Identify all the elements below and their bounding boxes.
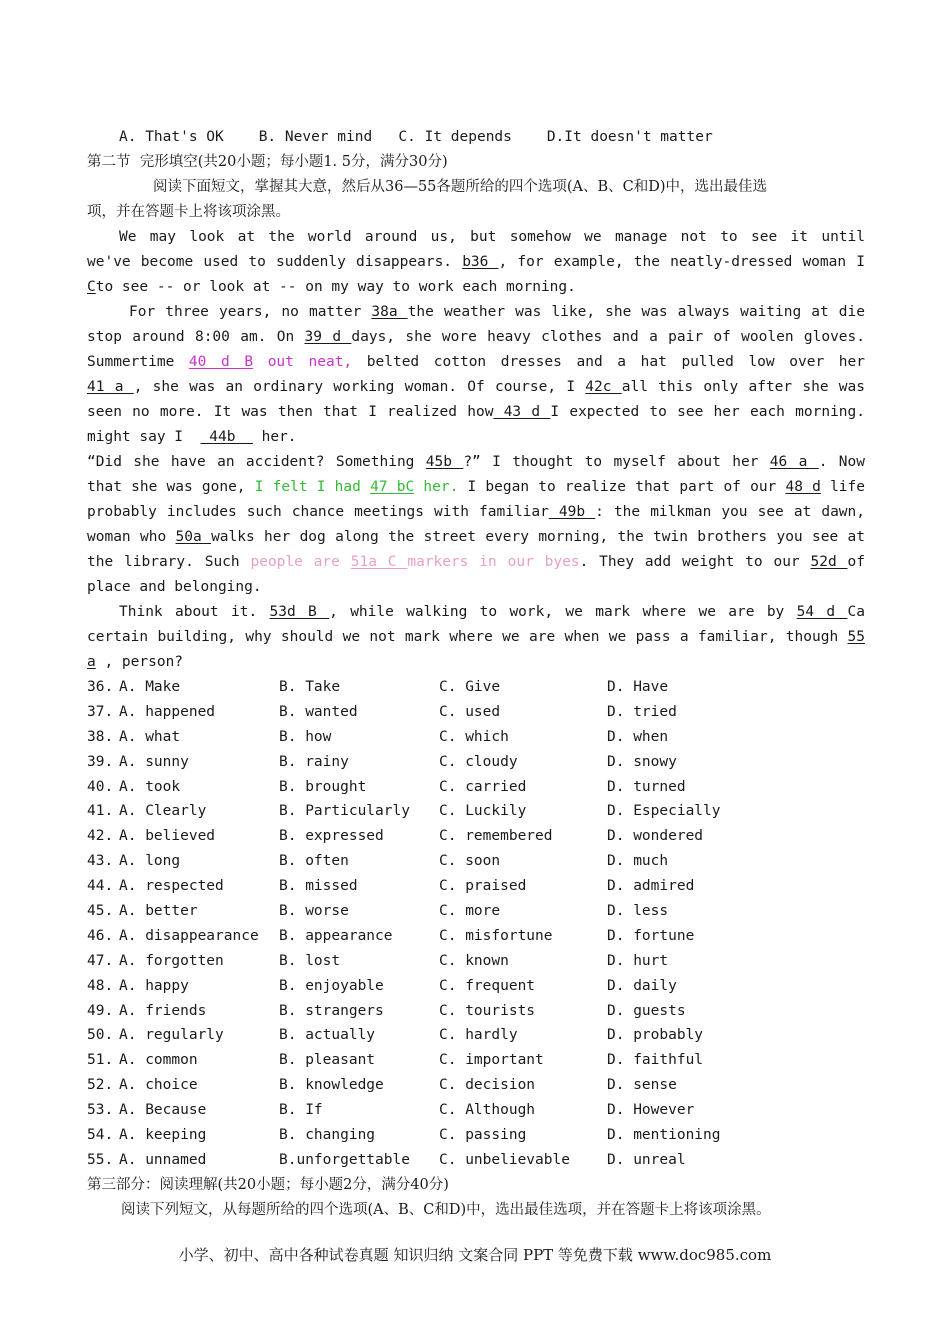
option-a: A. Clearly: [119, 803, 207, 820]
question-number: 38.: [87, 728, 114, 745]
passage-p3-line1: “Did she have an accident? Something 45b ?” I thought to myself about her 46 a . Now: [87, 454, 865, 470]
option-b: B. actually: [279, 1027, 376, 1044]
question-row: [87, 1148, 865, 1173]
option-b: B. knowledge: [279, 1077, 384, 1094]
option-b: B. Particularly: [279, 803, 410, 820]
question-row: [87, 949, 865, 974]
option-c: C. soon: [439, 853, 501, 870]
option-b: B. enjoyable: [279, 977, 384, 994]
option-a: A. common: [119, 1052, 198, 1069]
question-row: [87, 700, 865, 725]
question-number: 39.: [87, 753, 114, 770]
option-a: A. Because: [119, 1102, 207, 1119]
option-a: A. what: [119, 728, 181, 745]
option-d: D. much: [607, 853, 669, 870]
question-number: 37.: [87, 703, 114, 720]
option-c: C. unbelievable: [439, 1151, 570, 1168]
passage-p2-line3: Summertime 40 d B out neat, belted cotton dresses and a hat pulled low over her: [87, 354, 865, 370]
option-a: A. disappearance: [119, 927, 259, 944]
passage-p2-line4: 41 a , she was an ordinary working woman. Of course, I 42c all this only after she was: [87, 379, 865, 395]
question-row: [87, 1048, 865, 1073]
blank-41: 41 a: [87, 379, 134, 395]
passage-p2-line2: stop around 8:00 am. On 39 d days, she wore heavy clothes and a pair of woolen gloves.: [87, 329, 865, 345]
question-number: 50.: [87, 1027, 114, 1044]
option-b: B. missed: [279, 878, 358, 895]
option-d: D. sense: [607, 1077, 677, 1094]
option-c: C. known: [439, 952, 509, 969]
option-c: C. carried: [439, 778, 527, 795]
prev-option-c: C. It depends: [398, 129, 512, 145]
prev-option-b: B. Never mind: [258, 129, 373, 145]
passage-p4-line3: a , person?: [87, 654, 184, 670]
option-c: C. remembered: [439, 828, 553, 845]
passage-p3-line4: woman who 50a walks her dog along the street every morning, the twin brothers you see at: [87, 529, 865, 545]
option-c: C. used: [439, 703, 501, 720]
option-a: A. keeping: [119, 1127, 207, 1144]
passage-p2-line5: seen no more. It was then that I realized how 43 d I expected to see her each morning.: [87, 404, 865, 420]
option-a: A. believed: [119, 828, 216, 845]
option-c: C. more: [439, 903, 501, 920]
option-b: B. pleasant: [279, 1052, 376, 1069]
option-c: C. Luckily: [439, 803, 527, 820]
blank-45: 45b: [425, 454, 464, 470]
option-b: B. Take: [279, 679, 341, 695]
question-row: [87, 799, 865, 824]
blank-46: 46 a: [769, 454, 819, 470]
option-b: B. how: [279, 728, 332, 745]
option-b: B. brought: [279, 778, 367, 795]
prev-option-d: D.It doesn't matter: [546, 129, 713, 145]
prev-option-a: A. That's OK: [119, 129, 224, 145]
question-row: [87, 924, 865, 949]
option-b: B. strangers: [279, 1002, 384, 1019]
question-row: [87, 725, 865, 750]
option-c: C. frequent: [439, 977, 536, 994]
question-number: 53.: [87, 1102, 114, 1119]
question-number: 42.: [87, 828, 114, 845]
option-c: C. Although: [439, 1102, 536, 1119]
option-a: A. choice: [119, 1077, 198, 1094]
previous-options-row: [87, 125, 865, 150]
question-row: [87, 1098, 865, 1123]
blank-50: 50a: [175, 529, 212, 545]
question-row: [87, 1073, 865, 1098]
question-number: 36.: [87, 679, 114, 695]
blank-54: 54 d: [796, 604, 848, 620]
question-number: 40.: [87, 778, 114, 795]
question-number: 46.: [87, 927, 114, 944]
option-d: D. admired: [607, 878, 695, 895]
blank-48: 48 d: [785, 479, 821, 495]
passage-p1-line2: we've become used to suddenly disappears. b36 , for example, the neatly-dressed woman I: [87, 254, 865, 270]
question-row: [87, 675, 865, 700]
passage-p4-line2: certain building, why should we not mark where we are when we pass a familiar, though 55: [87, 629, 865, 645]
option-d: D. less: [607, 903, 669, 920]
option-c: C. cloudy: [439, 753, 518, 770]
blank-40: 40 d B: [188, 354, 254, 370]
question-number: 41.: [87, 803, 114, 820]
option-d: D. guests: [607, 1002, 686, 1019]
blank-39: 39 d: [304, 329, 352, 345]
passage-p3-line5: the library. Such people are 51a C markers in our byes. They add weight to our 52d of: [87, 554, 865, 570]
option-a: A. better: [119, 903, 198, 920]
passage-p3-line6: place and belonging.: [87, 579, 262, 595]
option-a: A. forgotten: [119, 952, 224, 969]
question-row: [87, 874, 865, 899]
question-row: [87, 849, 865, 874]
option-d: D. fortune: [607, 927, 695, 944]
page-footer: 小学、初中、高中各种试卷真题 知识归纳 文案合同 PPT 等免费下载 www.doc985.com: [178, 1246, 772, 1264]
option-b: B. worse: [279, 903, 349, 920]
option-b: B. If: [279, 1102, 323, 1119]
option-d: D. when: [607, 728, 669, 745]
option-d: D. Especially: [607, 803, 721, 820]
passage-p2-line6: might say I 44b her.: [87, 429, 297, 445]
option-b: B. often: [279, 853, 349, 870]
option-b: B. rainy: [279, 753, 349, 770]
question-options-list: [87, 675, 865, 1173]
question-number: 49.: [87, 1002, 114, 1019]
option-a: A. happened: [119, 703, 216, 720]
option-d: D. turned: [607, 778, 686, 795]
blank-44: 44b: [200, 429, 253, 445]
option-d: D. faithful: [607, 1052, 704, 1069]
section2-heading: 第二节 完形填空(共20小题；每小题1. 5分，满分30分): [87, 154, 448, 170]
section2-instruction-line2: 项，并在答题卡上将该项涂黑。: [87, 204, 290, 220]
option-a: A. happy: [119, 977, 189, 994]
question-number: 45.: [87, 903, 114, 920]
option-b: B.unforgettable: [279, 1151, 410, 1168]
blank-53: 53d B: [269, 604, 330, 620]
option-b: B. appearance: [279, 927, 393, 944]
passage-p3-line2: that she was gone, I felt I had 47 bC her. I began to realize that part of our 48 d life: [87, 479, 865, 495]
option-d: D. hurt: [607, 952, 669, 969]
option-c: C. decision: [439, 1077, 536, 1094]
passage-p2-line1: For three years, no matter 38a the weather was like, she was always waiting at die: [129, 304, 865, 320]
blank-55-part1: 55: [847, 629, 865, 645]
blank-52: 52d: [810, 554, 848, 570]
option-a: A. regularly: [119, 1027, 224, 1044]
passage-p4-line1: Think about it. 53d B , while walking to work, we mark where we are by 54 d Ca: [119, 604, 865, 620]
option-a: A. took: [119, 778, 181, 795]
option-c: C. important: [439, 1052, 544, 1069]
option-d: D. Have: [607, 679, 669, 695]
question-row: [87, 899, 865, 924]
section2-instruction-line1: 阅读下面短文，掌握其大意，然后从36—55各题所给的四个选项(A、B、C和D)中，选出最佳选: [153, 179, 768, 195]
option-d: D. mentioning: [607, 1127, 721, 1144]
question-row: [87, 1023, 865, 1048]
question-row: [87, 775, 865, 800]
blank-43: 43 d: [493, 404, 551, 420]
option-c: C. misfortune: [439, 927, 553, 944]
option-d: D. wondered: [607, 828, 704, 845]
passage-p1-line1: We may look at the world around us, but somehow we manage not to see it until: [119, 229, 865, 245]
option-b: B. lost: [279, 952, 341, 969]
question-number: 48.: [87, 977, 114, 994]
option-d: D. snowy: [607, 753, 677, 770]
passage-p3-line3: probably includes such chance meetings with familiar 49b : the milkman you see at dawn,: [87, 504, 865, 520]
blank-42: 42c: [585, 379, 622, 395]
document-page: [87, 125, 865, 1223]
option-c: C. tourists: [439, 1002, 536, 1019]
blank-51: 51a C: [350, 554, 408, 570]
option-a: A. long: [119, 853, 181, 870]
section3-instruction: 阅读下列短文，从每题所给的四个选项(A、B、C和D)中，选出最佳选项，并在答题卡上将该项涂黑。: [121, 1201, 771, 1218]
option-a: A. friends: [119, 1002, 207, 1019]
question-row: [87, 750, 865, 775]
question-number: 47.: [87, 952, 114, 969]
question-number: 52.: [87, 1077, 114, 1094]
blank-49: 49b: [548, 504, 596, 520]
option-d: D. tried: [607, 703, 677, 720]
blank-36: b36: [462, 254, 499, 270]
option-d: D. daily: [607, 977, 677, 994]
option-d: D. unreal: [607, 1151, 686, 1168]
question-number: 54.: [87, 1127, 114, 1144]
question-row: [87, 824, 865, 849]
option-c: C. praised: [439, 878, 527, 895]
option-d: D. probably: [607, 1027, 704, 1044]
option-a: A. unnamed: [119, 1151, 207, 1168]
question-number: 55.: [87, 1151, 114, 1168]
option-a: A. sunny: [119, 753, 189, 770]
option-c: C. hardly: [439, 1027, 518, 1044]
option-b: B. wanted: [279, 703, 358, 720]
blank-47: 47 bC: [370, 479, 415, 495]
option-b: B. expressed: [279, 828, 384, 845]
option-b: B. changing: [279, 1127, 376, 1144]
question-row: [87, 999, 865, 1024]
question-number: 51.: [87, 1052, 114, 1069]
option-c: C. which: [439, 728, 509, 745]
question-row: [87, 974, 865, 999]
option-c: C. passing: [439, 1127, 527, 1144]
question-number: 43.: [87, 853, 114, 870]
option-a: A. Make: [119, 679, 181, 695]
option-c: C. Give: [439, 679, 501, 695]
option-a: A. respected: [119, 878, 224, 895]
section3-heading: 第三部分：阅读理解(共20小题；每小题2分，满分40分): [87, 1176, 449, 1193]
option-d: D. However: [607, 1102, 695, 1119]
blank-38: 38a: [371, 304, 408, 320]
blank-55-part2: a: [87, 654, 96, 670]
question-number: 44.: [87, 878, 114, 895]
passage-p1-line3: Cto see -- or look at -- on my way to work each morning.: [87, 279, 576, 295]
question-row: [87, 1123, 865, 1148]
